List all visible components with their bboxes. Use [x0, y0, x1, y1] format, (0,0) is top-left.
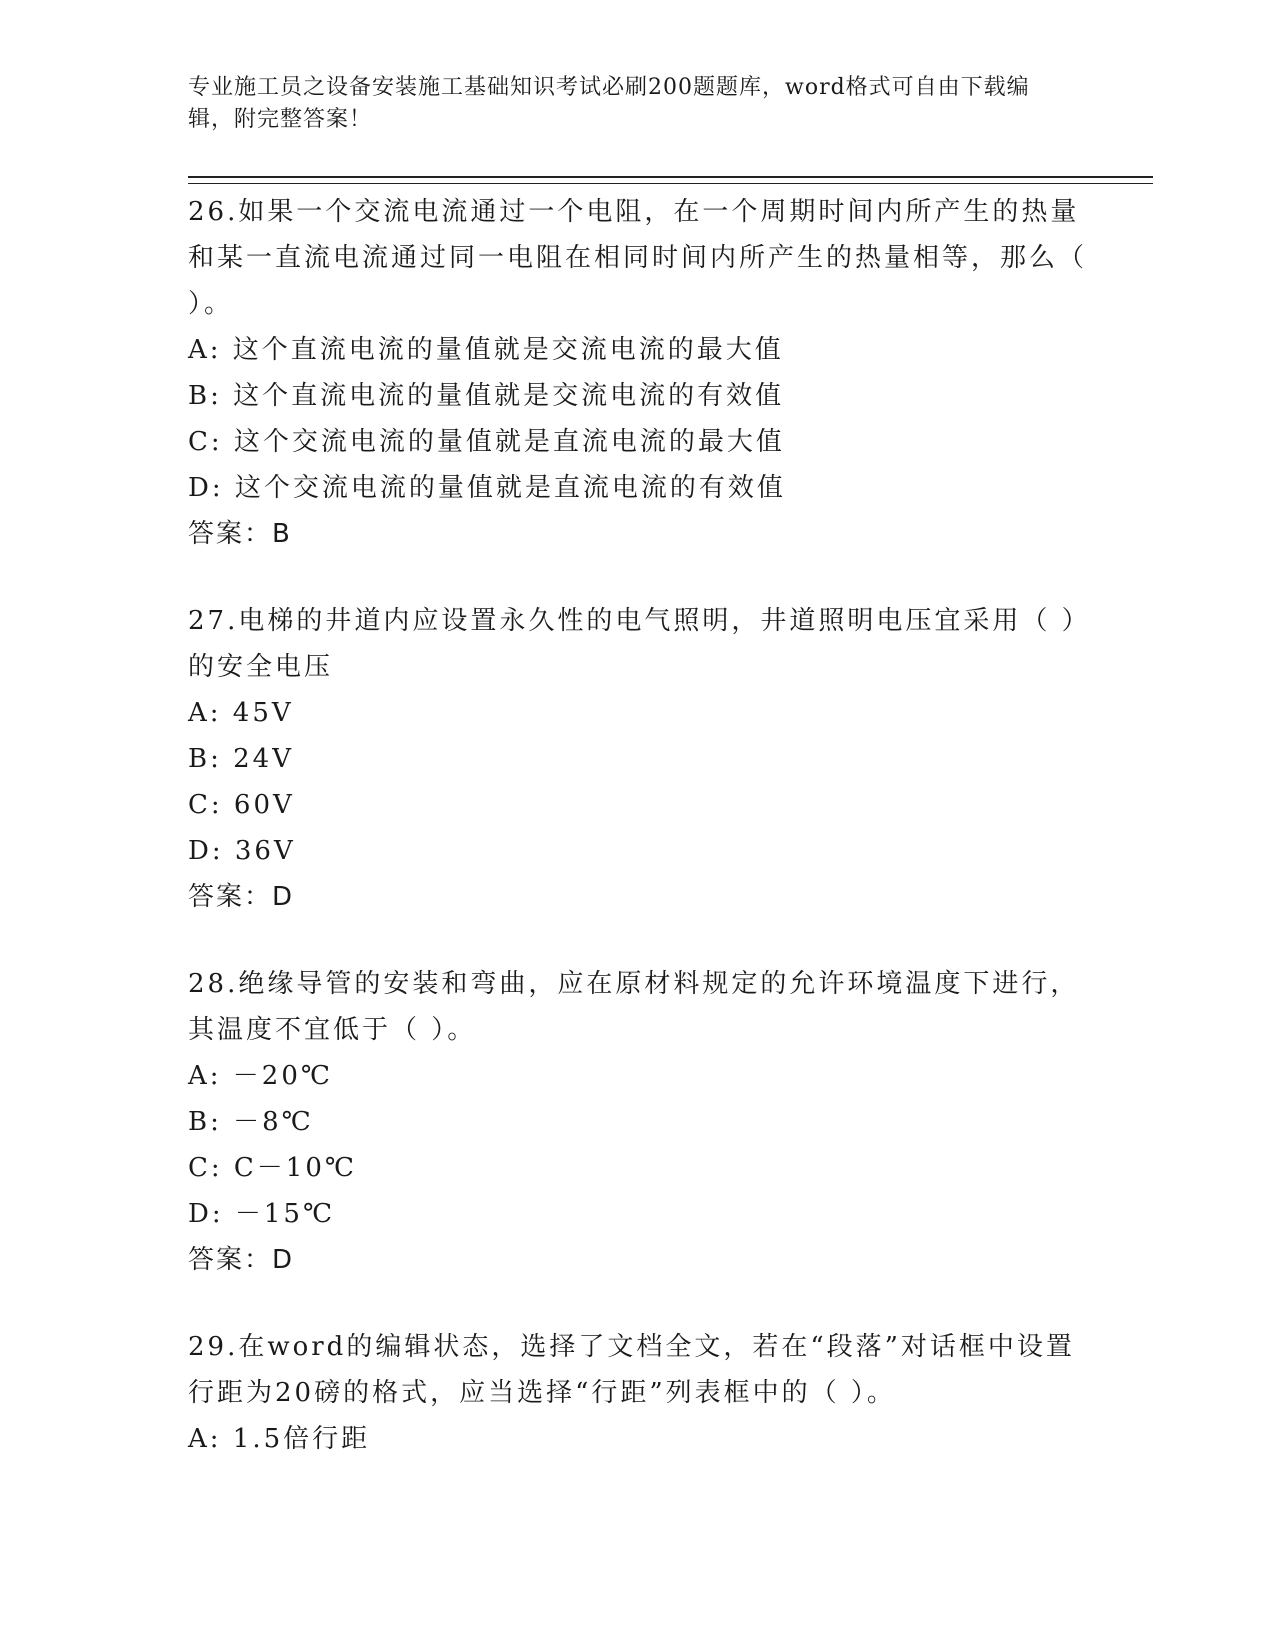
- option-c: C: 60V: [188, 790, 295, 820]
- question-stem: 29.在word的编辑状态，选择了文档全文，若在“段落”对话框中设置行距为20磅的格式，应当选择“行距”列表框中的（ ）。: [188, 1332, 1075, 1408]
- option-d: D: －15℃: [188, 1199, 336, 1229]
- option-c: C: C－10℃: [188, 1153, 357, 1183]
- question-28: [188, 961, 1088, 1283]
- option-c: C: 这个交流电流的量值就是直流电流的最大值: [188, 427, 785, 457]
- question-27: [188, 598, 1088, 920]
- answer: 答案：D: [188, 1245, 295, 1275]
- question-stem: 26.如果一个交流电流通过一个电阻，在一个周期时间内所产生的热量和某一直流电流通过同一电阻在相同时间内所产生的热量相等，那么（ ）。: [188, 197, 1088, 319]
- question-29: [188, 1324, 1088, 1462]
- option-a: A: －20℃: [188, 1061, 333, 1091]
- question-stem: 27.电梯的井道内应设置永久性的电气照明，井道照明电压宜采用（ ）的安全电压: [188, 606, 1078, 682]
- answer: 答案：B: [188, 519, 292, 549]
- header-divider-thick: [188, 176, 1153, 178]
- document-header: 专业施工员之设备安装施工基础知识考试必刷200题题库，word格式可自由下载编辑，附完整答案！: [188, 75, 1030, 132]
- option-a: A: 45V: [188, 698, 294, 728]
- option-b: B: －8℃: [188, 1107, 314, 1137]
- question-26: [188, 189, 1088, 557]
- option-a: A: 1.5倍行距: [188, 1424, 371, 1454]
- option-d: D: 36V: [188, 836, 296, 866]
- header-divider-thin: [188, 183, 1153, 184]
- answer: 答案：D: [188, 882, 295, 912]
- question-stem: 28.绝缘导管的安装和弯曲，应在原材料规定的允许环境温度下进行，其温度不宜低于（ ）。: [188, 969, 1080, 1045]
- option-b: B: 这个直流电流的量值就是交流电流的有效值: [188, 381, 785, 411]
- option-d: D: 这个交流电流的量值就是直流电流的有效值: [188, 473, 786, 503]
- option-a: A: 这个直流电流的量值就是交流电流的最大值: [188, 335, 784, 365]
- option-b: B: 24V: [188, 744, 294, 774]
